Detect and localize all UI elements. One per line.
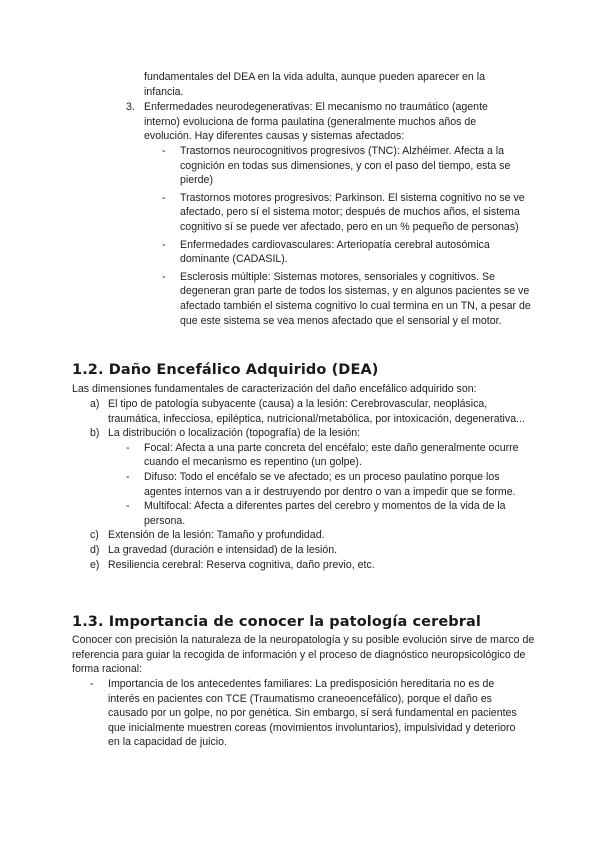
sub-list-item xyxy=(126,470,521,499)
letter-list-item xyxy=(90,397,530,426)
letter-list-item-text: Resiliencia cerebral: Reserva cognitiva, daño previo, etc. xyxy=(108,558,375,571)
list-marker: b) xyxy=(90,427,100,440)
section-intro: Conocer con precisión la naturaleza de la neuropatología y su posible evolución sirve de marco de referencia para guiar la recogida de información y el proceso de diagnóstico neuropsicológico de forma racional: xyxy=(72,634,535,676)
sub-list-item-text: Difuso: Todo el encéfalo se ve afectado; es un proceso paulatino porque los agentes internos van a ir destruyendo por dentro o van a impedir que se forme. xyxy=(144,470,516,498)
sub-list-item xyxy=(162,270,540,328)
list-marker: d) xyxy=(90,543,100,556)
letter-list-item xyxy=(90,528,530,543)
list-marker: c) xyxy=(90,529,99,542)
dash-marker: - xyxy=(126,470,130,483)
dash-list-item xyxy=(90,677,530,750)
letter-list-item-text: El tipo de patología subyacente (causa) a la lesión: Cerebrovascular, neoplásica, traumática, infecciosa, epiléptica, nutricional/metabólica, por intoxicación, degenerativa... xyxy=(108,398,525,425)
list-item-text: Enfermedades neurodegenerativas: El mecanismo no traumático (agente interno) evoluciona de forma paulatina (generalmente muchos años de evolución. Hay diferentes causas y sistemas afectados: xyxy=(144,101,488,143)
sub-list xyxy=(126,441,521,529)
sub-list-item xyxy=(162,191,540,235)
sub-list-item-text: Multifocal: Afecta a diferentes partes del cerebro y momentos de la vida de la persona. xyxy=(144,500,506,527)
sub-list-item xyxy=(162,144,540,188)
letter-list xyxy=(90,397,530,572)
sub-list-item-text: Enfermedades cardiovasculares: Arteriopatía cerebral autosómica dominante (CADASIL). xyxy=(180,238,490,266)
dash-marker: - xyxy=(162,191,166,204)
list-marker: e) xyxy=(90,558,100,571)
letter-list-item-text: Extensión de la lesión: Tamaño y profundidad. xyxy=(108,529,325,542)
letter-list-item xyxy=(90,426,530,441)
dash-marker: - xyxy=(162,270,166,283)
list-item-3 xyxy=(126,100,536,144)
letter-list-item xyxy=(90,543,530,558)
dash-list-item-text: Importancia de los antecedentes familiares: La predisposición hereditaria no es de interés en pacientes con TCE (Traumatismo craneoencefálico), porque el daño es causado por un golpe, no por genética. Sin embargo, sí será fundamental en pacientes que inicialmente muestren coreas (movimientos involuntarios), impulsividad y deterioro en la capacidad de juicio. xyxy=(108,678,517,749)
continuation-text: fundamentales del DEA en la vida adulta, aunque pueden aparecer en la infancia. xyxy=(144,71,486,98)
section-intro: Las dimensiones fundamentales de caracterización del daño encefálico adquirido son: xyxy=(72,383,477,395)
letter-list-item-text: La distribución o localización (topografía) de la lesión: xyxy=(108,427,361,440)
letter-list-item xyxy=(90,558,530,573)
sub-list-item-text: Esclerosis múltiple: Sistemas motores, sensoriales y cognitivos. Se degeneran gran parte de todos los sistemas, y en algunos pacientes se ve afectado también el sistema cognitivo lo cual termina en un TN, a pesar de que este sistema se vea menos afectado que el sensorial y el motor. xyxy=(180,270,531,327)
dash-marker: - xyxy=(90,678,94,690)
sub-list xyxy=(162,144,540,328)
sub-list-item xyxy=(162,238,540,267)
list-marker: 3. xyxy=(126,101,135,113)
sub-list-item-text: Focal: Afecta a una parte concreta del encéfalo; este daño generalmente ocurre cuando el mecanismo es repentino (un golpe). xyxy=(144,441,519,469)
sub-list-item-text: Trastornos motores progresivos: Parkinson. El sistema cognitivo no se ve afectado, pero sí el sistema motor; después de muchos años, el sistema cognitivo sí se puede ver afectado, pero en un % pequeño de personas) xyxy=(180,191,525,233)
dash-marker: - xyxy=(162,145,166,157)
list-marker: a) xyxy=(90,398,100,410)
letter-list-item-text: La gravedad (duración e intensidad) de la lesión. xyxy=(108,543,338,556)
dash-marker: - xyxy=(126,500,130,513)
dash-marker: - xyxy=(162,238,166,251)
sub-list-item-text: Trastornos neurocognitivos progresivos (TNC): Alzhéimer. Afecta a la cognición en todas sus dimensiones, y con el paso del tiempo, esta se pierde) xyxy=(180,145,511,187)
section-heading-1-2: 1.2. Daño Encefálico Adquirido (DEA) xyxy=(72,362,379,378)
section-heading-1-3: 1.3. Importancia de conocer la patología cerebral xyxy=(72,614,481,630)
dash-marker: - xyxy=(126,441,130,454)
sub-list-item xyxy=(126,441,521,470)
sub-list-item xyxy=(126,499,521,528)
